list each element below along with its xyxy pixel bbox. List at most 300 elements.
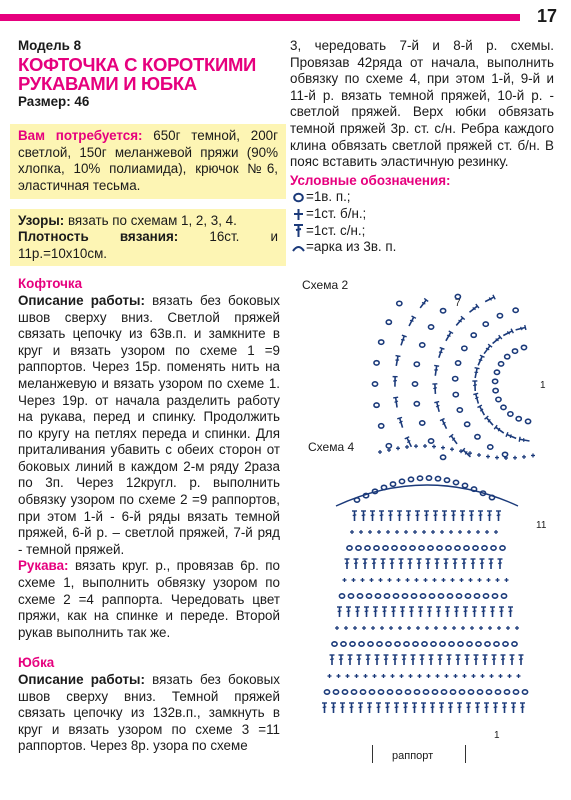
double-crochet-mark <box>388 511 393 521</box>
double-crochet-mark <box>480 559 485 569</box>
chain-stitch-mark <box>505 354 510 358</box>
scheme2-label: Схема 2 <box>302 278 349 292</box>
double-crochet-mark <box>385 703 390 713</box>
scheme2-row-end: 7 <box>455 298 461 309</box>
sleeves-text: вязать круг. р., провязав 6р. по схеме 1, выполнить обвязку узором по схеме 2 =4 раппорта. Чередовать цвет пряжи, как на спинке и переде. Второй рукав выполнить так же. <box>18 558 280 640</box>
chain-stitch-mark <box>477 690 482 694</box>
double-crochet-mark <box>436 348 444 359</box>
chain-stitch-mark <box>456 594 461 598</box>
double-crochet-mark <box>436 607 441 617</box>
chain-stitch-mark <box>399 479 404 483</box>
chain-stitch-mark <box>498 362 503 366</box>
double-crochet-mark <box>340 703 345 713</box>
double-crochet-mark <box>427 607 432 617</box>
chain-stitch-mark <box>414 362 419 366</box>
double-crochet-mark <box>346 607 351 617</box>
double-crochet-mark <box>439 703 444 713</box>
double-crochet-mark <box>447 655 452 665</box>
chain-stitch-icon <box>290 192 306 203</box>
double-crochet-mark <box>381 559 386 569</box>
double-crochet-mark <box>472 607 477 617</box>
chain-stitch-mark <box>379 424 384 428</box>
double-crochet-mark <box>442 511 447 521</box>
chain-stitch-mark <box>405 690 410 694</box>
repeat-label: раппорт <box>392 750 434 762</box>
arch-icon <box>290 243 306 252</box>
chain-stitch-mark <box>392 546 397 550</box>
chain-stitch-mark <box>475 435 480 439</box>
single-crochet-icon <box>290 208 306 221</box>
chain-stitch-mark <box>455 546 460 550</box>
page-title <box>18 55 280 93</box>
patterns-label: Узоры: <box>18 212 65 228</box>
chain-stitch-mark <box>474 594 479 598</box>
double-crochet-mark <box>494 425 505 435</box>
double-crochet-mark <box>432 384 438 394</box>
double-crochet-mark <box>519 437 530 444</box>
double-crochet-mark <box>476 355 485 366</box>
double-crochet-mark <box>354 559 359 569</box>
double-crochet-mark <box>399 335 407 346</box>
double-crochet-mark <box>506 432 517 441</box>
chain-stitch-mark <box>395 642 400 646</box>
double-crochet-mark <box>355 607 360 617</box>
chain-stitch-mark <box>441 690 446 694</box>
chain-stitch-mark <box>521 345 526 349</box>
chain-stitch-mark <box>516 417 521 421</box>
double-crochet-mark <box>394 356 401 367</box>
arch-mark <box>336 485 518 506</box>
chain-stitch-mark <box>393 594 398 598</box>
double-crochet-mark <box>454 316 464 327</box>
double-crochet-mark <box>352 511 357 521</box>
double-crochet-mark <box>498 559 503 569</box>
double-crochet-mark <box>465 655 470 665</box>
double-crochet-mark <box>415 511 420 521</box>
double-crochet-mark <box>372 559 377 569</box>
double-crochet-mark <box>484 703 489 713</box>
chain-stitch-mark <box>423 690 428 694</box>
chain-stitch-mark <box>462 346 467 350</box>
chain-stitch-mark <box>444 478 449 482</box>
chain-stitch-mark <box>366 594 371 598</box>
density-label: Плотность вязания: <box>18 229 179 245</box>
chain-stitch-mark <box>501 405 506 409</box>
chain-stitch-mark <box>504 690 509 694</box>
double-crochet-mark <box>520 703 525 713</box>
chain-stitch-mark <box>458 642 463 646</box>
legend-text: =арка из 3в. п. <box>306 239 397 255</box>
right-column <box>290 38 554 256</box>
double-crochet-mark <box>370 511 375 521</box>
scheme4-label: Схема 4 <box>308 440 355 454</box>
double-crochet-mark <box>429 655 434 665</box>
double-crochet-mark <box>358 703 363 713</box>
double-crochet-mark <box>417 559 422 569</box>
chain-stitch-mark <box>435 476 440 480</box>
double-crochet-mark <box>399 559 404 569</box>
chain-stitch-mark <box>467 642 472 646</box>
chain-stitch-mark <box>491 546 496 550</box>
double-crochet-mark <box>394 703 399 713</box>
chain-stitch-mark <box>440 455 445 459</box>
chain-stitch-mark <box>450 690 455 694</box>
double-crochet-mark <box>337 607 342 617</box>
double-crochet-mark <box>407 316 416 327</box>
double-crochet-mark <box>418 607 423 617</box>
skirt-header: Юбка <box>18 655 55 671</box>
skirt-desc-label: Описание работы: <box>18 672 145 687</box>
double-crochet-mark <box>491 335 502 345</box>
chain-stitch-mark <box>414 690 419 694</box>
double-crochet-mark <box>421 703 426 713</box>
chain-stitch-mark <box>428 325 433 329</box>
double-crochet-mark <box>460 511 465 521</box>
blouse-desc-text: вязать без боковых швов сверху вниз. Светлой пряжей связать цепочку из 63в.п. и замкните в круг и вязать узором по схеме 1 =9 раппортов. Через 15р. поменять нить на меланжевую и вязать узором по схеме 1. Через 19р. от начала разделить работу на рукава, перед и спинку. Продолжить по кругу на петлях переда и спинки. Для приталивания убавить с обеих сторон от боковых линий в каждом 2-м ряду 2раза по 3п. Через 12кругл. р. выполнить обвязку узором по схеме 2 =9 раппортов, при этом 1-й - 6-й ряды вязать темной пряжей, 6-й р. – светлой пряжей, 7-й ряд - темной пряжей. <box>18 292 280 557</box>
skirt-desc-text: вязать без боковых швов сверху вниз. Темной пряжей связать цепочку из 132в.п., замкнуть в круг и вязать узором по схеме 3 =11 раппортов. Через 8р. узора по схеме <box>18 672 280 754</box>
double-crochet-mark <box>357 655 362 665</box>
double-crochet-mark <box>501 655 506 665</box>
chain-stitch-mark <box>492 594 497 598</box>
materials-text: 650г темной, 200г светлой, 150г меланжевой пряжи (90% хлопка, 10% полиамида), крючок №6, эластичная тесьма. <box>18 128 278 193</box>
scheme2-row-start: 1 <box>540 380 546 391</box>
chain-stitch-mark <box>502 452 507 456</box>
double-crochet-mark <box>451 511 456 521</box>
chain-stitch-mark <box>408 477 413 481</box>
chain-stitch-mark <box>431 642 436 646</box>
chain-stitch-mark <box>500 546 505 550</box>
double-crochet-mark <box>440 419 449 430</box>
chain-stitch-mark <box>453 392 458 396</box>
double-crochet-mark <box>472 381 477 391</box>
double-crochet-mark <box>397 511 402 521</box>
double-crochet-mark <box>511 703 516 713</box>
double-crochet-mark <box>456 655 461 665</box>
double-crochet-mark <box>499 607 504 617</box>
chain-stitch-mark <box>525 419 530 423</box>
legend-text: =1ст. с/н.; <box>306 222 366 238</box>
double-crochet-mark <box>367 703 372 713</box>
double-crochet-mark <box>403 703 408 713</box>
double-crochet-mark <box>448 703 453 713</box>
chain-stitch-mark <box>513 690 518 694</box>
double-crochet-mark <box>502 329 513 338</box>
chain-stitch-mark <box>494 642 499 646</box>
double-crochet-mark <box>463 607 468 617</box>
sleeves-label: Рукава: <box>18 558 69 574</box>
chain-stitch-mark <box>485 642 490 646</box>
chain-stitch-mark <box>496 397 501 401</box>
chain-stitch-mark <box>411 594 416 598</box>
chain-stitch-mark <box>468 690 473 694</box>
chain-stitch-mark <box>383 546 388 550</box>
chain-stitch-mark <box>447 594 452 598</box>
double-crochet-mark <box>453 559 458 569</box>
legend-text: =1в. п.; <box>306 189 351 205</box>
chain-stitch-mark <box>350 642 355 646</box>
double-crochet-mark <box>424 511 429 521</box>
chain-stitch-mark <box>492 379 497 383</box>
double-crochet-mark <box>510 655 515 665</box>
double-crochet-mark <box>485 416 495 427</box>
chain-stitch-mark <box>483 322 488 326</box>
legend-item <box>290 223 554 240</box>
chain-stitch-mark <box>465 594 470 598</box>
patterns-box <box>10 209 286 267</box>
double-crochet-mark <box>366 655 371 665</box>
double-crochet-mark <box>515 325 526 332</box>
double-crochet-mark <box>490 607 495 617</box>
double-crochet-mark <box>376 703 381 713</box>
chain-stitch-mark <box>413 642 418 646</box>
double-crochet-mark <box>379 511 384 521</box>
double-crochet-mark <box>391 607 396 617</box>
double-crochet-mark <box>426 559 431 569</box>
chain-stitch-mark <box>332 642 337 646</box>
chain-stitch-mark <box>471 333 476 337</box>
chain-stitch-mark <box>360 690 365 694</box>
chain-stitch-mark <box>493 388 498 392</box>
double-crochet-mark <box>392 377 397 387</box>
double-crochet-mark <box>469 511 474 521</box>
double-crochet-mark <box>382 607 387 617</box>
double-crochet-mark <box>361 511 366 521</box>
double-crochet-mark <box>482 344 492 355</box>
double-crochet-mark <box>349 703 354 713</box>
chain-stitch-mark <box>365 546 370 550</box>
chain-stitch-mark <box>428 439 433 443</box>
double-crochet-mark <box>393 655 398 665</box>
chain-stitch-mark <box>486 690 491 694</box>
legend-item <box>290 206 554 223</box>
double-crochet-mark <box>462 559 467 569</box>
chain-stitch-mark <box>494 370 499 374</box>
double-crochet-mark <box>481 607 486 617</box>
blouse-header: Кофточка <box>18 276 83 292</box>
chain-stitch-mark <box>422 642 427 646</box>
double-crochet-mark <box>496 511 501 521</box>
double-crochet-mark <box>457 703 462 713</box>
chain-stitch-mark <box>386 444 391 448</box>
chain-stitch-mark <box>512 349 517 353</box>
chain-stitch-mark <box>351 690 356 694</box>
chain-stitch-mark <box>464 546 469 550</box>
chain-stitch-mark <box>357 594 362 598</box>
double-crochet-mark <box>345 559 350 569</box>
chain-stitch-mark <box>339 594 344 598</box>
double-crochet-mark <box>489 559 494 569</box>
chain-stitch-mark <box>397 301 402 305</box>
chain-stitch-mark <box>341 642 346 646</box>
double-crochet-mark <box>435 559 440 569</box>
chain-stitch-mark <box>324 690 329 694</box>
chain-stitch-mark <box>386 642 391 646</box>
chain-stitch-mark <box>482 546 487 550</box>
chain-stitch-mark <box>455 294 460 298</box>
chain-stitch-mark <box>419 546 424 550</box>
chain-stitch-mark <box>437 546 442 550</box>
double-crochet-mark <box>473 393 480 404</box>
double-crochet-mark <box>483 655 488 665</box>
double-crochet-mark <box>411 655 416 665</box>
chain-stitch-mark <box>348 594 353 598</box>
skirt-continued-text: 3, чередовать 7-й и 8-й р. схемы. Провязав 42ряда от начала, выполнить обвязку по схеме 4, при этом 1-й, 9-й и 11-й р. вязать темной пряжей, 10-й р. - светлой пряжей. Верх юбки обвязать темной пряжей 3р. ст. с/н. Ребра каждого клина обвязать светлой пряжей ст. б/н. В пояс вставить эластичную резинку. <box>290 38 554 170</box>
chain-stitch-mark <box>402 594 407 598</box>
double-crochet-mark <box>468 304 479 314</box>
double-crochet-mark <box>487 511 492 521</box>
scheme4-diagram <box>316 470 538 740</box>
density-text: 16ст. и 11р.=10х10см. <box>18 229 278 261</box>
chain-stitch-mark <box>404 642 409 646</box>
double-crochet-icon <box>290 223 306 238</box>
double-crochet-mark <box>406 511 411 521</box>
double-crochet-mark <box>471 559 476 569</box>
chain-stitch-mark <box>375 594 380 598</box>
double-crochet-mark <box>474 655 479 665</box>
double-crochet-mark <box>466 703 471 713</box>
double-crochet-mark <box>373 607 378 617</box>
chain-stitch-mark <box>390 482 395 486</box>
double-crochet-mark <box>493 703 498 713</box>
chain-stitch-mark <box>449 642 454 646</box>
chain-stitch-mark <box>432 690 437 694</box>
patterns-text: вязать по схемам 1, 2, 3, 4. <box>64 212 237 228</box>
double-crochet-mark <box>397 417 405 428</box>
chain-stitch-mark <box>372 382 377 386</box>
double-crochet-mark <box>445 607 450 617</box>
chain-stitch-mark <box>453 480 458 484</box>
chain-stitch-mark <box>342 690 347 694</box>
chain-stitch-mark <box>384 594 389 598</box>
chain-stitch-mark <box>455 361 460 365</box>
chain-stitch-mark <box>488 445 493 449</box>
scheme4-row-start: 1 <box>494 730 500 741</box>
chain-stitch-mark <box>412 382 417 386</box>
double-crochet-mark <box>434 402 441 413</box>
legend-list <box>290 189 554 255</box>
chain-stitch-mark <box>440 309 445 313</box>
chain-stitch-mark <box>522 690 527 694</box>
double-crochet-mark <box>402 655 407 665</box>
legend-item <box>290 239 554 256</box>
chain-stitch-mark <box>414 402 419 406</box>
double-crochet-mark <box>400 607 405 617</box>
double-crochet-mark <box>502 703 507 713</box>
legend-text: =1ст. б/н.; <box>306 205 367 221</box>
double-crochet-mark <box>433 511 438 521</box>
chain-stitch-mark <box>495 690 500 694</box>
double-crochet-mark <box>475 703 480 713</box>
chain-stitch-mark <box>396 690 401 694</box>
chain-stitch-mark <box>428 546 433 550</box>
chain-stitch-mark <box>462 483 467 487</box>
double-crochet-mark <box>322 703 327 713</box>
double-crochet-mark <box>449 434 459 445</box>
chain-stitch-mark <box>401 546 406 550</box>
chain-stitch-mark <box>513 308 518 312</box>
chain-stitch-mark <box>410 546 415 550</box>
chain-stitch-mark <box>359 642 364 646</box>
chain-stitch-mark <box>465 422 470 426</box>
double-crochet-mark <box>418 298 428 309</box>
chain-stitch-mark <box>508 412 513 416</box>
double-crochet-mark <box>339 655 344 665</box>
left-column <box>18 38 280 755</box>
chain-stitch-mark <box>426 476 431 480</box>
title-line-2: РУКАВАМИ И ЮБКА <box>18 72 197 94</box>
chain-stitch-mark <box>438 594 443 598</box>
double-crochet-mark <box>473 368 480 379</box>
chain-stitch-mark <box>417 476 422 480</box>
chain-stitch-mark <box>446 546 451 550</box>
legend-item <box>290 189 554 206</box>
chain-stitch-mark <box>476 642 481 646</box>
chain-stitch-mark <box>377 642 382 646</box>
chain-stitch-mark <box>387 690 392 694</box>
chain-stitch-mark <box>369 690 374 694</box>
chain-stitch-mark <box>503 642 508 646</box>
double-crochet-mark <box>433 365 439 376</box>
double-crochet-mark <box>364 607 369 617</box>
double-crochet-mark <box>412 703 417 713</box>
chain-stitch-mark <box>333 690 338 694</box>
double-crochet-mark <box>409 607 414 617</box>
scheme2-diagram <box>360 292 550 462</box>
double-crochet-mark <box>438 655 443 665</box>
double-crochet-mark <box>384 655 389 665</box>
chain-stitch-mark <box>374 361 379 365</box>
chain-stitch-mark <box>379 340 384 344</box>
double-crochet-mark <box>348 655 353 665</box>
chain-stitch-mark <box>420 594 425 598</box>
chain-stitch-mark <box>378 690 383 694</box>
double-crochet-mark <box>444 559 449 569</box>
chain-stitch-mark <box>374 546 379 550</box>
blouse-desc-label: Описание работы: <box>18 292 145 308</box>
double-crochet-mark <box>477 405 486 416</box>
chain-stitch-mark <box>473 546 478 550</box>
chain-stitch-mark <box>420 421 425 425</box>
double-crochet-mark <box>375 655 380 665</box>
double-crochet-mark <box>492 655 497 665</box>
double-crochet-mark <box>484 295 495 304</box>
double-crochet-mark <box>454 607 459 617</box>
header-bar <box>0 14 520 21</box>
double-crochet-mark <box>444 331 453 342</box>
chain-stitch-mark <box>512 642 517 646</box>
double-crochet-mark <box>330 655 335 665</box>
chain-stitch-mark <box>459 690 464 694</box>
chain-stitch-mark <box>497 313 502 317</box>
legend-header: Условные обозначения: <box>290 172 451 188</box>
double-crochet-mark <box>420 655 425 665</box>
double-crochet-mark <box>331 703 336 713</box>
page-number: 17 <box>536 6 557 26</box>
chain-stitch-mark <box>420 343 425 347</box>
double-crochet-mark <box>430 703 435 713</box>
double-crochet-mark <box>519 655 524 665</box>
double-crochet-mark <box>393 397 399 408</box>
chain-stitch-mark <box>501 594 506 598</box>
chain-stitch-mark <box>429 594 434 598</box>
chain-stitch-mark <box>457 408 462 412</box>
chain-stitch-mark <box>374 403 379 407</box>
chain-stitch-mark <box>483 594 488 598</box>
double-crochet-mark <box>363 559 368 569</box>
chain-stitch-mark <box>453 376 458 380</box>
chain-stitch-mark <box>386 320 391 324</box>
chain-stitch-mark <box>347 546 352 550</box>
